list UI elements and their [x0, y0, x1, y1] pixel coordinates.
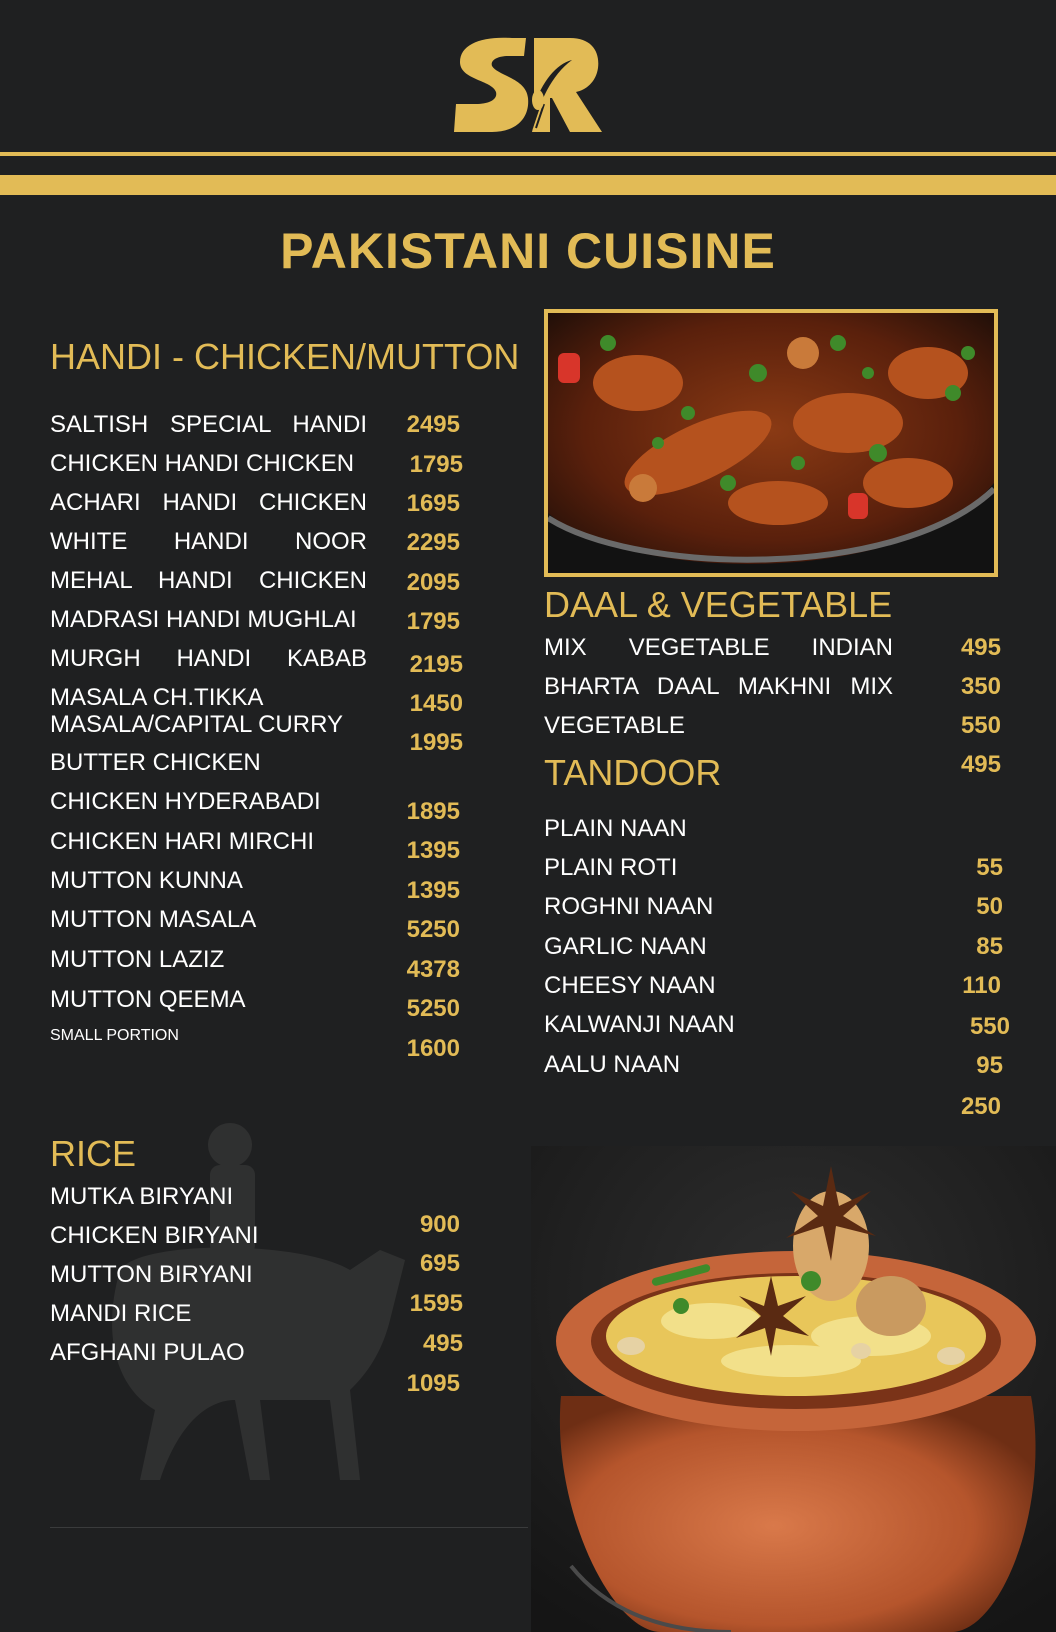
menu-price: 900	[419, 1211, 460, 1238]
menu-item: MIX VEGETABLE INDIAN	[544, 634, 893, 661]
section-title-tandoor: TANDOOR	[544, 752, 722, 793]
chicken-handi-photo	[544, 309, 998, 577]
menu-item: ACHARI HANDI CHICKEN	[50, 489, 367, 516]
menu-price: 1595	[409, 1290, 463, 1317]
page-title: PAKISTANI CUISINE	[280, 223, 776, 279]
menu-price: 110	[962, 972, 1001, 999]
menu-item: CHICKEN HANDI CHICKEN	[50, 450, 355, 477]
menu-item: PLAIN ROTI	[544, 854, 678, 881]
menu-item: PLAIN NAAN	[544, 815, 687, 842]
brand-logo	[452, 36, 604, 138]
menu-price: 1695	[406, 490, 460, 517]
sr-logo-icon	[452, 36, 604, 138]
menu-item: WHITE HANDI NOOR	[50, 528, 367, 555]
menu-price: 495	[960, 751, 1001, 778]
menu-item: CHICKEN HYDERABADI	[50, 788, 321, 815]
menu-item: MUTTON MASALA	[50, 906, 257, 933]
menu-price: 95	[976, 1052, 1003, 1079]
menu-price: 5250	[406, 995, 460, 1022]
section-title-rice: RICE	[50, 1133, 137, 1174]
section-title-daal: DAAL & VEGETABLE	[544, 584, 893, 625]
menu-price: 1995	[409, 729, 463, 756]
menu-price: 495	[422, 1330, 463, 1357]
menu-item: AFGHANI PULAO	[50, 1339, 245, 1366]
menu-price: 1395	[406, 877, 460, 904]
menu-price: 1395	[406, 837, 460, 864]
menu-item: BUTTER CHICKEN	[50, 749, 261, 776]
menu-item: BHARTA DAAL MAKHNI MIX	[544, 673, 893, 700]
menu-item: MADRASI HANDI MUGHLAI	[50, 606, 357, 633]
menu-price: 2195	[409, 651, 463, 678]
menu-price: 50	[976, 893, 1003, 920]
menu-price: 695	[419, 1250, 460, 1277]
menu-item: ROGHNI NAAN	[544, 893, 714, 920]
menu-price: 1095	[406, 1370, 460, 1397]
menu-price: 250	[960, 1093, 1001, 1120]
menu-item: CHEESY NAAN	[544, 972, 716, 999]
menu-item: MUTTON QEEMA	[50, 986, 246, 1013]
menu-price: 2495	[406, 411, 460, 438]
menu-item: MASALA/CAPITAL CURRY	[50, 711, 343, 738]
menu-item: MUTTON KUNNA	[50, 867, 243, 894]
menu-price: 1795	[406, 608, 460, 635]
menu-price: 5250	[406, 916, 460, 943]
menu-price: 1895	[406, 798, 460, 825]
menu-item: KALWANJI NAAN	[544, 1011, 735, 1038]
biryani-clay-pot-photo	[531, 1146, 1056, 1632]
menu-item: MURGH HANDI KABAB	[50, 645, 367, 672]
menu-price: 550	[960, 712, 1001, 739]
menu-item: MUTTON LAZIZ	[50, 946, 225, 973]
menu-item: SALTISH SPECIAL HANDI	[50, 411, 367, 438]
menu-item: MUTKA BIRYANI	[50, 1183, 234, 1210]
menu-price: 4378	[406, 956, 460, 983]
menu-price: 550	[969, 1013, 1010, 1040]
menu-item: MUTTON BIRYANI	[50, 1261, 253, 1288]
menu-item: VEGETABLE	[544, 712, 685, 739]
menu-price: 1450	[409, 690, 463, 717]
menu-price: 1795	[409, 451, 463, 478]
menu-price: 85	[976, 933, 1003, 960]
menu-price: 1600	[406, 1035, 460, 1062]
menu-item: MANDI RICE	[50, 1300, 192, 1327]
menu-price: 55	[976, 854, 1003, 881]
menu-price: 2095	[406, 569, 460, 596]
menu-item: CHICKEN HARI MIRCHI	[50, 828, 315, 855]
menu-price: 495	[960, 634, 1001, 661]
menu-item: MEHAL HANDI CHICKEN	[50, 567, 367, 594]
section-title-handi: HANDI - CHICKEN/MUTTON	[50, 336, 520, 377]
menu-price: 350	[960, 673, 1001, 700]
divider	[50, 1527, 528, 1528]
header-thick-rule	[0, 175, 1056, 195]
menu-item: AALU NAAN	[544, 1051, 681, 1078]
menu-item: MASALA CH.TIKKA	[50, 684, 264, 711]
menu-price: 2295	[406, 529, 460, 556]
menu-item-note: SMALL PORTION	[50, 1027, 179, 1044]
header-thin-rule	[0, 152, 1056, 156]
menu-item: GARLIC NAAN	[544, 933, 707, 960]
menu-item: CHICKEN BIRYANI	[50, 1222, 259, 1249]
